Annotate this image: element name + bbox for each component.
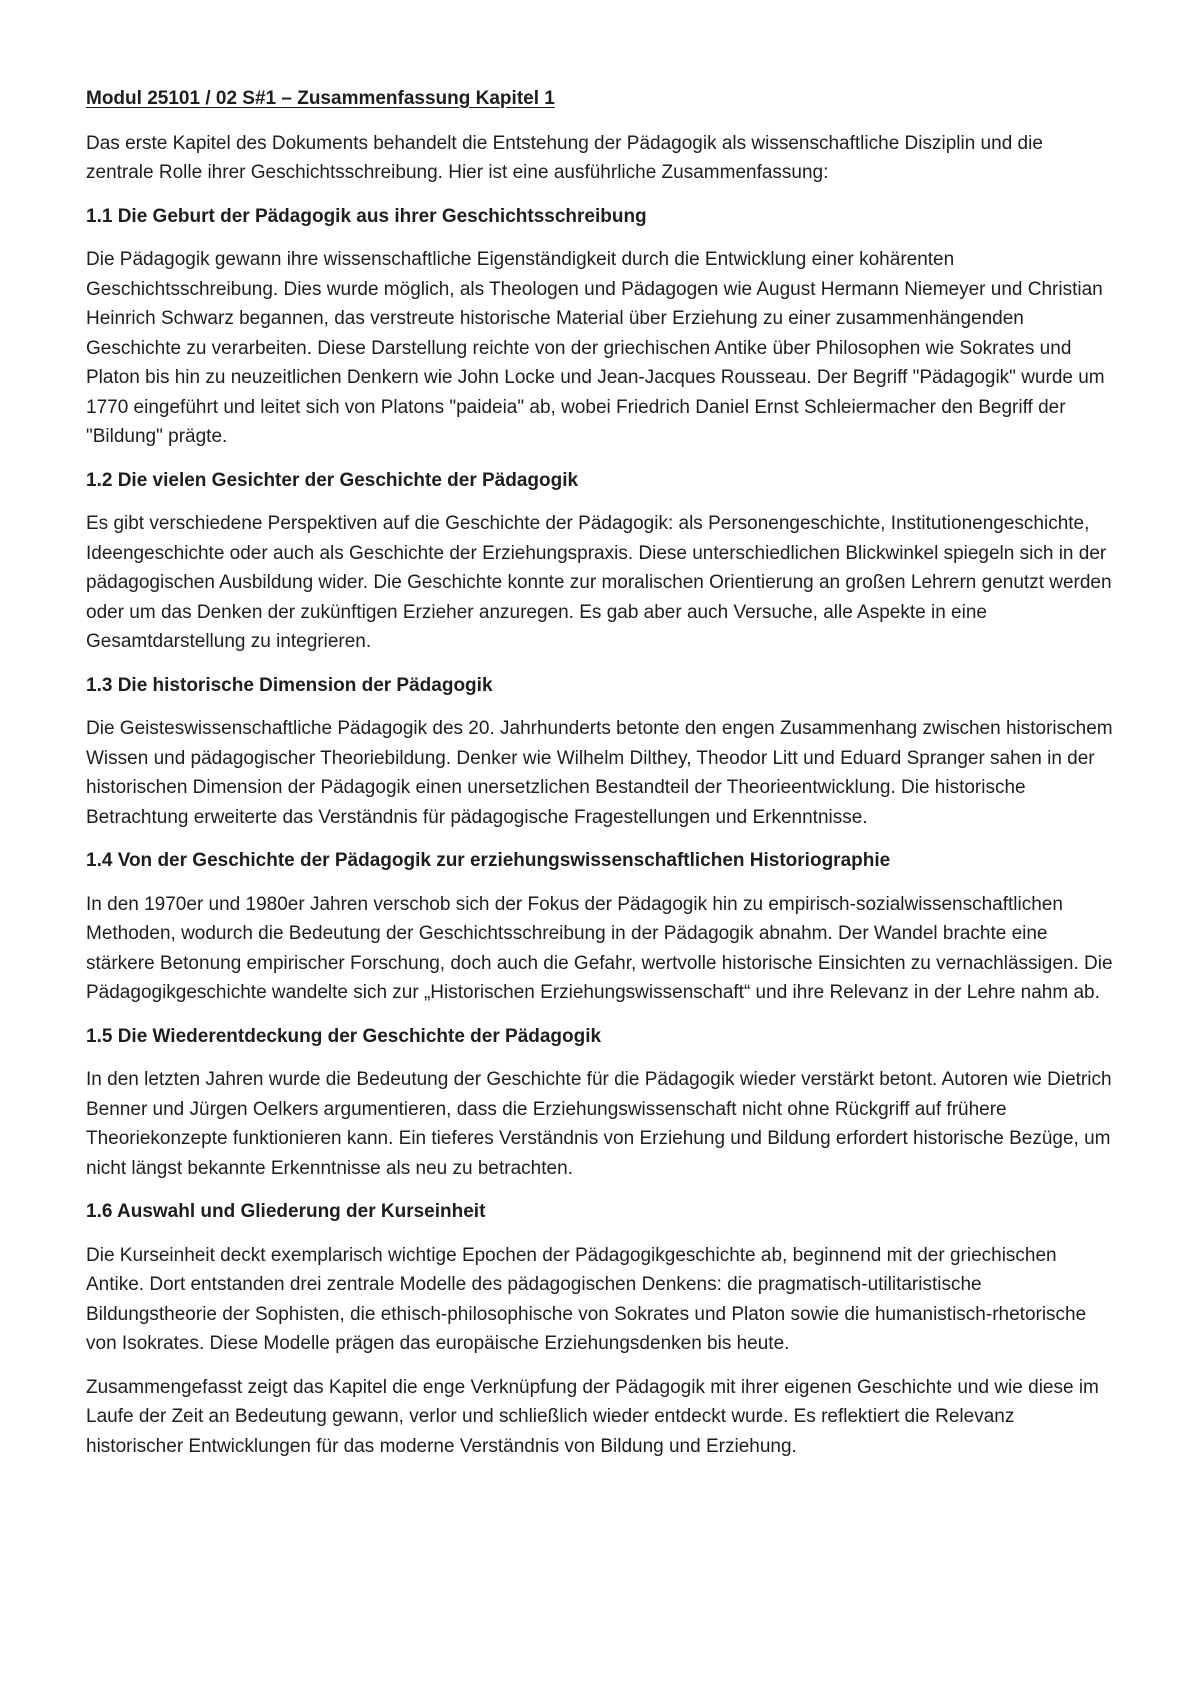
conclusion-paragraph: Zusammengefasst zeigt das Kapitel die enge Verknüpfung der Pädagogik mit ihrer eigenen Geschichte und wie diese im Laufe der Zeit an Bedeutung gewann, verlor und schließlich wieder entdeckt wurde. Es reflektiert die Relevanz historischer Entwicklungen für das moderne Verständnis von Bildung und Erziehung. — [86, 1376, 1099, 1457]
section-heading-1-3: 1.3 Die historische Dimension der Pädagogik — [86, 674, 493, 696]
section-heading-1-1: 1.1 Die Geburt der Pädagogik aus ihrer Geschichtsschreibung — [86, 205, 647, 227]
section-body-1-2: Es gibt verschiedene Perspektiven auf die Geschichte der Pädagogik: als Personengeschichte, Institutionengeschichte, Ideengeschichte oder auch als Geschichte der Erziehungspraxis. Diese unterschiedlichen Blickwinkel spiegeln sich in der pädagogischen Ausbildung wider. Die Geschichte konnte zur moralischen Orientierung an großen Lehrern genutzt werden oder um das Denken der zukünftigen Erzieher anzuregen. Es gab aber auch Versuche, alle Aspekte in eine Gesamtdarstellung zu integrieren. — [86, 513, 1112, 652]
section-body-1-3: Die Geisteswissenschaftliche Pädagogik des 20. Jahrhunderts betonte den engen Zusammenhang zwischen historischem Wissen und pädagogischer Theoriebildung. Denker wie Wilhelm Dilthey, Theodor Litt und Eduard Spranger sahen in der historischen Dimension der Pädagogik einen unersetzlichen Bestandteil der Theorieentwicklung. Die historische Betrachtung erweiterte das Verständnis für pädagogische Fragestellungen und Erkenntnisse. — [86, 718, 1113, 828]
section-body-1-1: Die Pädagogik gewann ihre wissenschaftliche Eigenständigkeit durch die Entwicklung einer kohärenten Geschichtsschreibung. Dies wurde möglich, als Theologen und Pädagogen wie August Hermann Niemeyer und Christian Heinrich Schwarz begannen, das verstreute historische Material über Erziehung zu einer zusammenhängenden Geschichte zu verarbeiten. Diese Darstellung reichte von der griechischen Antike über Philosophen wie Sokrates und Platon bis hin zu neuzeitlichen Denkern wie John Locke und Jean-Jacques Rousseau. Der Begriff "Pädagogik" wurde um 1770 eingeführt und leitet sich von Platons "paideia" ab, wobei Friedrich Daniel Ernst Schleiermacher den Begriff der "Bildung" prägte. — [86, 249, 1105, 447]
section-heading-1-4: 1.4 Von der Geschichte der Pädagogik zur erziehungswissenschaftlichen Historiographie — [86, 850, 891, 871]
document-title: Modul 25101 / 02 S#1 – Zusammenfassung Kapitel 1 — [86, 88, 555, 109]
section-heading-1-2: 1.2 Die vielen Gesichter der Geschichte der Pädagogik — [86, 469, 579, 491]
section-body-1-5: In den letzten Jahren wurde die Bedeutung der Geschichte für die Pädagogik wieder verstärkt betont. Autoren wie Dietrich Benner und Jürgen Oelkers argumentieren, dass die Erziehungswissenschaft nicht ohne Rückgriff auf frühere Theoriekonzepte funktionieren kann. Ein tieferes Verständnis von Erziehung und Bildung erfordert historische Bezüge, um nicht längst bekannte Erkenntnisse als neu zu betrachten. — [86, 1069, 1112, 1179]
section-body-1-6: Die Kurseinheit deckt exemplarisch wichtige Epochen der Pädagogikgeschichte ab, beginnend mit der griechischen Antike. Dort entstanden drei zentrale Modelle des pädagogischen Denkens: die pragmatisch-utilitaristische Bildungstheorie der Sophisten, die ethisch-philosophische von Sokrates und Platon sowie die humanistisch-rhetorische von Isokrates. Diese Modelle prägen das europäische Erziehungsdenken bis heute. — [86, 1244, 1087, 1354]
section-heading-1-6: 1.6 Auswahl und Gliederung der Kurseinheit — [86, 1201, 486, 1222]
section-heading-1-5: 1.5 Die Wiederentdeckung der Geschichte der Pädagogik — [86, 1025, 602, 1047]
section-body-1-4: In den 1970er und 1980er Jahren verschob sich der Fokus der Pädagogik hin zu empirisch-sozialwissenschaftlichen Methoden, wodurch die Bedeutung der Geschichtsschreibung in der Pädagogik abnahm. Der Wandel brachte eine stärkere Betonung empirischer Forschung, doch auch die Gefahr, wertvolle historische Einsichten zu vernachlässigen. Die Pädagogikgeschichte wandelte sich zur „Historischen Erziehungswissenschaft“ und ihre Relevanz in der Lehre nahm ab. — [86, 893, 1113, 1003]
intro-paragraph: Das erste Kapitel des Dokuments behandelt die Entstehung der Pädagogik als wissenschaftliche Disziplin und die zentrale Rolle ihrer Geschichtsschreibung. Hier ist eine ausführliche Zusammenfassung: — [86, 132, 1043, 183]
